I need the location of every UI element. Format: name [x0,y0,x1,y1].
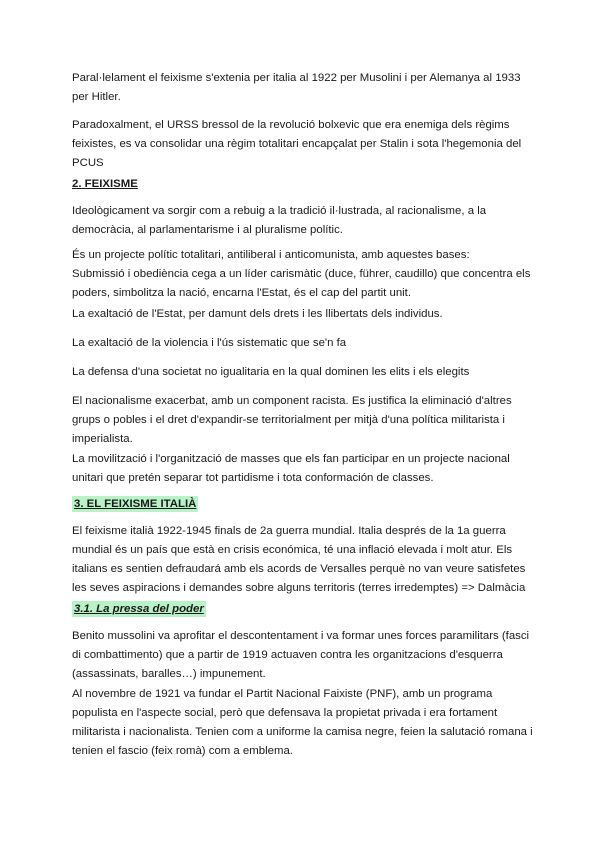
paragraph: El nacionalisme exacerbat, amb un component racista. Es justifica la eliminació d'altres grups o pobles i el dret d'expandir-se territorialment per mitjà d'una política militarista i imperialista. [72,395,512,445]
section-heading-feixisme: 2. FEIXISME [72,178,138,190]
paragraph: El feixisme italià 1922-1945 finals de 2a guerra mundial. Italia després de la 1a guerra mundial és un país que està en crisis económica, té una inflació elevada i molt atur. Els italians es sentien defraudará amb els acords de Versalles perquè no van veure satisfetes les seves aspiracions i demandes sobre alguns territoris (terres irredemptes) => Dalmàcia [72,525,526,594]
paragraph: Paradoxalment, el URSS bressol de la revolució bolxevic que era enemiga dels règims feixistes, es va consolidar una règim totalitari encapçalat per Stalin i sota l'hegemonia del PCUS [72,119,522,169]
paragraph: Al novembre de 1921 va fundar el Partit Nacional Faixiste (PNF), amb un programa populista en l'aspecte social, però que defensava la propietat privada i era fortament militarista i nacionalista. Tenien com a uniforme la camisa negre, feien la salutació romana i tenien el fascio (feix romà) com a emblema. [72,688,533,757]
paragraph: La exaltació de l'Estat, per damunt dels drets i les llibertats dels individus. [72,308,443,320]
paragraph: Paral·lelament el feixisme s'extenia per italia al 1922 per Musolini i per Alemanya al 1933 per Hitler. [72,72,521,103]
subsection-heading-pressa-poder: 3.1. La pressa del poder [74,603,204,615]
paragraph: Ideològicament va sorgir com a rebuig a la tradició il·lustrada, al racionalisme, a la democràcia, al parlamentarisme i al pluralisme polític. [72,205,487,236]
paragraph: És un projecte polític totalitari, antiliberal i anticomunista, amb aquestes bases: Submissió i obediència cega a un líder carismàtic (duce, führer, caudillo) que concentra els poders, simbolitza la nació, encarna l'Estat, és el cap del partit unit. [72,249,531,299]
section-heading-feixisme-italia: 3. EL FEIXISME ITALIÀ [74,498,197,510]
paragraph: Benito mussolini va aprofitar el descontentament i va formar unes forces paramilitars (fasci di combattimento) que a partir de 1919 actuaven contra les organitzacions d'esquerra (assassinats, baralles…) impunement. [72,630,530,680]
paragraph: La defensa d'una societat no igualitaria en la qual dominen les elits i els elegits [72,366,470,378]
paragraph: La exaltació de la violencia i l'ús sistematic que se'n fa [72,337,347,349]
paragraph: La movilització i l'organització de masses que els fan participar en un projecte nacional unitari que pretén separar tot partidisme i tota conformación de classes. [72,453,510,484]
